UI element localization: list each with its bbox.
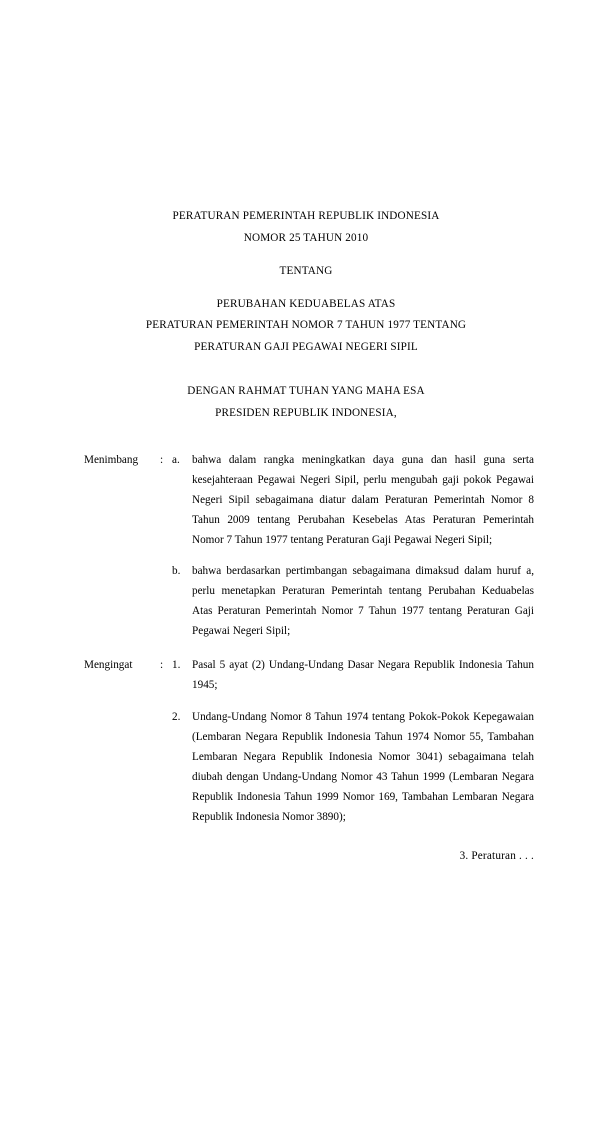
- clause-label: Menimbang: [84, 453, 139, 466]
- document-header: [0, 206, 612, 359]
- item-marker: b.: [172, 565, 181, 578]
- clause-area: [0, 451, 612, 828]
- page-continuation-note: 3. Peraturan . . .: [459, 849, 534, 862]
- clause-mengingat: [84, 656, 534, 828]
- document-page: [0, 206, 612, 1142]
- header-tentang-line: TENTANG: [279, 264, 333, 277]
- clause-colon: :: [160, 453, 164, 466]
- clause-item: [172, 708, 534, 828]
- header-number-line: NOMOR 25 TAHUN 2010: [243, 231, 369, 244]
- item-text: Pasal 5 ayat (2) Undang-Undang Dasar Negara Republik Indonesia Tahun 1945;: [192, 659, 534, 692]
- clause-label: Mengingat: [84, 659, 133, 672]
- clause-items: [172, 451, 534, 642]
- document-opening: [0, 381, 612, 425]
- item-marker: 1.: [172, 659, 181, 672]
- clause-item: [172, 656, 534, 696]
- opening-line-2: PRESIDEN REPUBLIK INDONESIA,: [215, 406, 397, 419]
- clause-colon: :: [160, 659, 164, 672]
- header-subject-line-3: PERATURAN GAJI PEGAWAI NEGERI SIPIL: [194, 341, 418, 354]
- clause-items: [172, 656, 534, 828]
- clause-menimbang: [84, 451, 534, 642]
- clause-item: [172, 562, 534, 642]
- header-subject-line-1: PERUBAHAN KEDUABELAS ATAS: [216, 297, 396, 310]
- header-spacer-2: [0, 283, 612, 294]
- clause-item: [172, 451, 534, 551]
- opening-line-1: DENGAN RAHMAT TUHAN YANG MAHA ESA: [187, 385, 425, 398]
- item-text: bahwa dalam rangka meningkatkan daya guna dan hasil guna serta kesejahteraan Pegawai Negeri Sipil, perlu mengubah gaji pokok Pegawai Negeri Sipil sebagaimana diatur dalam Peraturan Pemerintah Nomor 8 Tahun 2009 tentang Perubahan Kesebelas Atas Peraturan Pemerintah Nomor 7 Tahun 1977 tentang Peraturan Gaji Pegawai Negeri Sipil;: [192, 453, 534, 546]
- item-marker: 2.: [172, 711, 181, 724]
- item-text: Undang-Undang Nomor 8 Tahun 1974 tentang Pokok-Pokok Kepegawaian (Lembaran Negara Republik Indonesia Tahun 1974 Nomor 55, Tambahan Lembaran Negara Republik Indonesia Nomor 3041) sebagaimana telah diubah dengan Undang-Undang Nomor 43 Tahun 1999 (Lembaran Negara Republik Indonesia Tahun 1999 Nomor 169, Tambahan Lembaran Negara Republik Indonesia Nomor 3890);: [192, 711, 534, 823]
- clause-spacer: [84, 642, 534, 656]
- header-title-line-1: PERATURAN PEMERINTAH REPUBLIK INDONESIA: [172, 210, 440, 222]
- item-marker: a.: [172, 453, 180, 466]
- header-subject-line-2: PERATURAN PEMERINTAH NOMOR 7 TAHUN 1977 TENTANG: [145, 319, 467, 332]
- header-opening-spacer: [0, 359, 612, 381]
- header-spacer-1: [0, 250, 612, 261]
- item-text: bahwa berdasarkan pertimbangan sebagaimana dimaksud dalam huruf a, perlu menetapkan Peraturan Pemerintah tentang Perubahan Keduabelas Atas Peraturan Pemerintah Nomor 7 Tahun 1977 tentang Peraturan Gaji Pegawai Negeri Sipil;: [192, 565, 534, 638]
